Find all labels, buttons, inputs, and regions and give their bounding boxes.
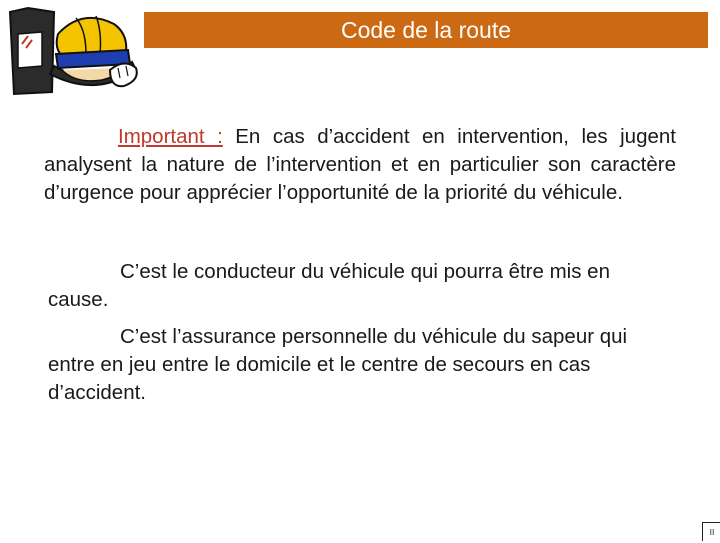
paragraph-important — [44, 123, 676, 207]
firefighter-helmet-icon — [6, 4, 140, 98]
important-label: Important : — [118, 125, 223, 148]
page-title: Code de la route — [144, 12, 708, 48]
paragraph-insurance: C’est l’assurance personnelle du véhicule du sapeur qui entre en jeu entre le domicile et le centre de secours en cas d’accident. — [48, 325, 628, 404]
page-number-icon: II — [702, 522, 720, 541]
paragraph-important-text: En cas d’accident en intervention, les jugent analysent la nature de l’intervention et en particulier son caractère d’urgence pour apprécier l’opportunité de la priorité du véhicule. — [44, 125, 676, 204]
paragraph-driver: C’est le conducteur du véhicule qui pourra être mis en cause. — [48, 260, 610, 311]
